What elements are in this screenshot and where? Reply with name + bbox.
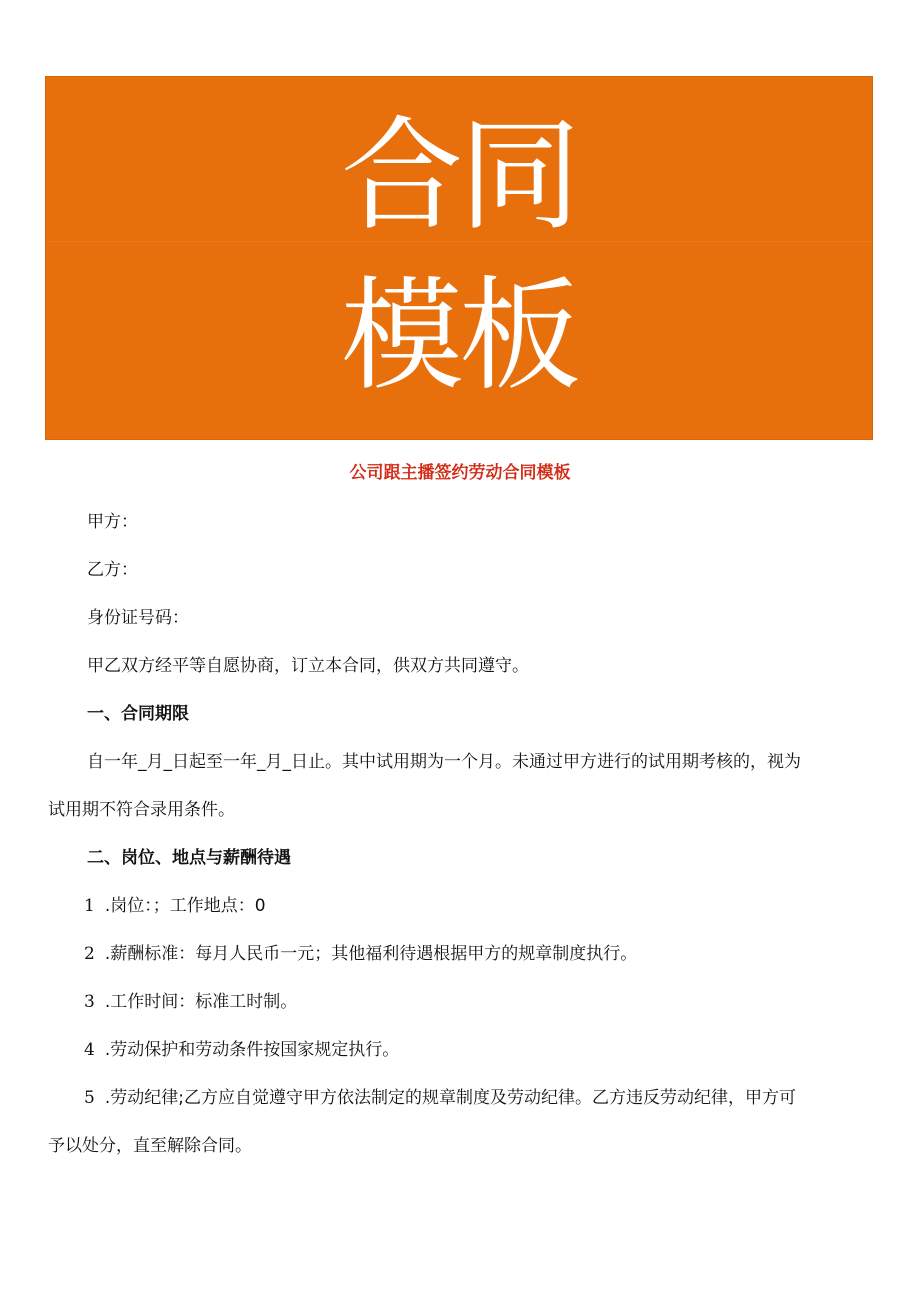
- list-item: [84, 1039, 399, 1061]
- section1-paragraph-line1: 自一年_月_日起至一年_月_日止。其中试用期为一个月。未通过甲方进行的试用期考核的，视为: [87, 752, 801, 772]
- cover-banner: [45, 76, 873, 440]
- party-b-label: 乙方：: [87, 560, 138, 580]
- list-item: [84, 1087, 796, 1109]
- cover-divider: [46, 241, 872, 242]
- list-item-number: 5: [84, 1088, 95, 1108]
- list-item: [84, 991, 297, 1013]
- list-item-text: .工作时间：标准工时制。: [104, 992, 298, 1012]
- list-item: [84, 943, 637, 965]
- list-item-text: .薪酬标准：每月人民币一元；其他福利待遇根据甲方的规章制度执行。: [104, 944, 638, 964]
- cover-title-line2: 模板: [341, 265, 577, 407]
- list-item: [84, 895, 266, 917]
- section2-heading: 二、岗位、地点与薪酬待遇: [87, 848, 291, 868]
- intro-paragraph: 甲乙双方经平等自愿协商，订立本合同，供双方共同遵守。: [87, 656, 529, 676]
- section1-heading: 一、合同期限: [87, 704, 189, 724]
- list-item-text: .劳动纪律;乙方应自觉遵守甲方依法制定的规章制度及劳动纪律。乙方违反劳动纪律，甲方可: [104, 1088, 796, 1108]
- section1-paragraph-line2: 试用期不符合录用条件。: [48, 800, 235, 820]
- id-number-label: 身份证号码：: [87, 608, 189, 628]
- list-item-continuation: 予以处分，直至解除合同。: [48, 1136, 252, 1156]
- list-item-text: .劳动保护和劳动条件按国家规定执行。: [104, 1040, 400, 1060]
- cover-title-line1: 合同: [341, 105, 577, 247]
- party-a-label: 甲方：: [87, 512, 138, 532]
- list-item-number: 4: [84, 1040, 95, 1060]
- list-item-number: 3: [84, 992, 95, 1012]
- list-item-number: 1: [84, 896, 95, 916]
- document-title: 公司跟主播签约劳动合同模板: [349, 463, 571, 483]
- list-item-number: 2: [84, 944, 95, 964]
- list-item-text: .岗位：；工作地点：0: [104, 896, 266, 916]
